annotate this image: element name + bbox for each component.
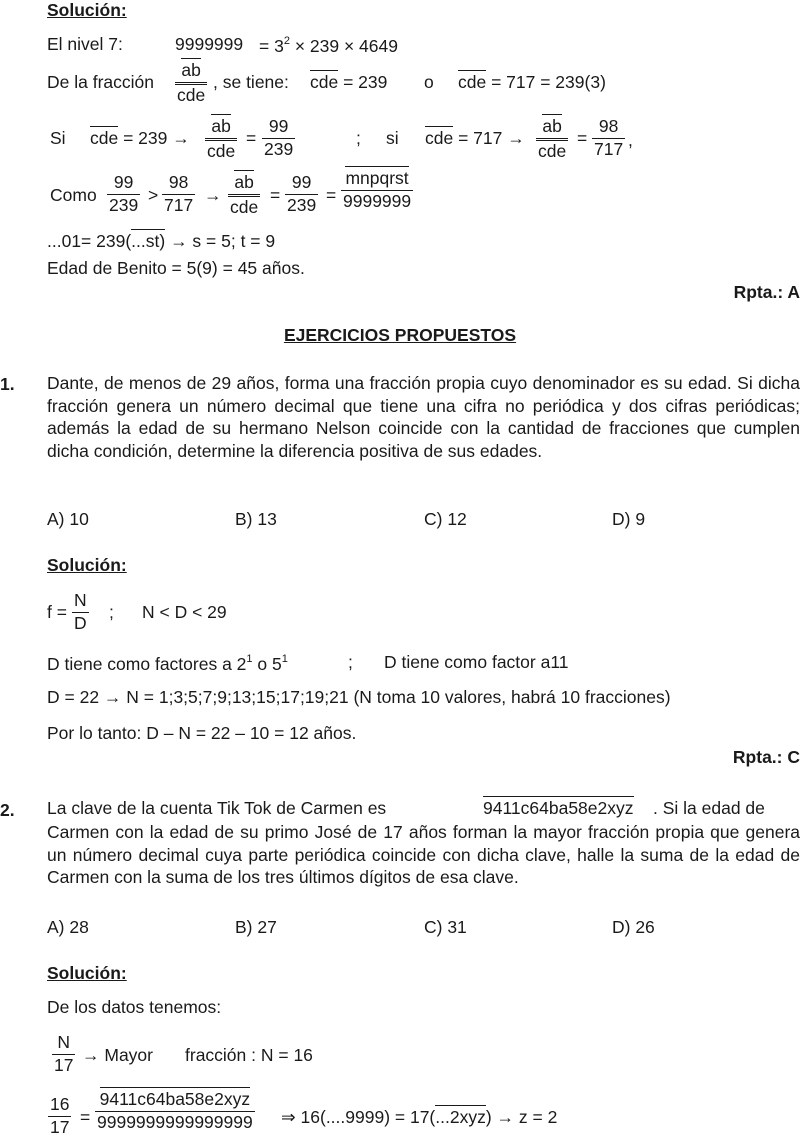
answer-a: Rpta.: A (733, 282, 800, 302)
inequality: N < D < 29 (142, 602, 227, 622)
fraction-98-717: 98 717 (164, 172, 194, 215)
fraction-ab-cde-4: ab cde (230, 172, 259, 217)
d22-line: D = 22 → N = 1;3;5;7;9;13;15;17;19;21 (N toma 10 valores, habrá 10 fracciones) (47, 687, 671, 707)
option-b: B) 13 (235, 509, 277, 529)
exercise-2-line1-end: . Si la edad de (653, 798, 765, 818)
fraction-16-17: 16 17 (50, 1094, 70, 1137)
eq-sign: = (577, 128, 588, 148)
fraction-99-239: 99 239 (264, 116, 294, 159)
fraction-ab-cde-3: ab cde (538, 116, 567, 161)
st-line: ...01= 239(...st) → s = 5; t = 9 (47, 231, 276, 251)
solution-heading: Solución: (47, 0, 127, 20)
semicolon: ; (109, 602, 114, 622)
fraction-ab-cde: ab cde (177, 60, 206, 105)
final-line: ⇒ 16(....9999) = 17(...2xyz) → z = 2 (281, 1107, 558, 1127)
conclusion: Por lo tanto: D – N = 22 – 10 = 12 años. (47, 723, 357, 743)
fraccion-n16: fracción : N = 16 (185, 1045, 313, 1065)
como-label: Como (50, 185, 97, 205)
option-b: B) 27 (235, 917, 277, 937)
answer-c: Rpta.: C (732, 747, 800, 767)
semicolon: ; (356, 128, 361, 148)
exercise-number: 2. (0, 800, 15, 820)
fraction-n-d: N D (74, 590, 87, 633)
option-c: C) 12 (424, 509, 467, 529)
si-label: Si (50, 128, 66, 148)
option-d: D) 26 (612, 917, 655, 937)
gt-sign: > (148, 185, 159, 205)
exercise-1-text: Dante, de menos de 29 años, forma una fracción propia cuyo denominador es su edad. Si dicha fracción genera un número decimal que tiene una cifra no periódica y dos cifras periódicas; además la edad de su hermano Nelson coincide con la cantidad de fracciones que cumplen dicha condición, determine la diferencia positiva de sus edades. (47, 373, 800, 461)
fraction-99-239: 99 239 (287, 172, 317, 215)
si2-label: si (386, 128, 399, 148)
fraction-mnpqrst: mnpqrst 9999999 (343, 168, 412, 211)
nivel-line: El nivel 7: 9999999 = $3^2 \times 239 \times 4649$ (47, 34, 398, 56)
factors-line: D tiene como factores a $2^1$ o $5^1$ (47, 653, 288, 674)
mayor-text: → Mayor (82, 1045, 153, 1065)
cde-717: cde = 717 = 239(3) (458, 72, 606, 92)
eq-sign: = (246, 128, 257, 148)
option-c: C) 31 (424, 917, 467, 937)
exercise-2-line1: La clave de la cuenta Tik Tok de Carmen es (47, 798, 387, 818)
exercise-2-text: Carmen con la edad de su primo José de 17 años forman la mayor fracción propia que genera un número decimal cuya parte periódica coincide con dicha clave, halle la suma de la edad de Carmen con la suma de los tres últimos dígitos de esa clave. (47, 822, 800, 887)
se-tiene: , se tiene: (213, 72, 289, 92)
clave: 9411c64ba58e2xyz (483, 798, 634, 818)
fraction-clave: 9411c64ba58e2xyz 9999999999999999 (97, 1089, 253, 1132)
solution-heading: Solución: (47, 555, 127, 575)
eq-sign: = (326, 185, 337, 205)
fraction-ab-cde-2: ab cde (207, 116, 236, 161)
si2-cde: cde = 717 → (425, 128, 525, 148)
comma: , (628, 130, 633, 150)
datos-text: De los datos tenemos: (47, 997, 222, 1017)
cde-239: cde = 239 (310, 72, 388, 92)
factor-a11: D tiene como factor a11 (384, 652, 569, 672)
edad-benito: Edad de Benito = 5(9) = 45 años. (47, 258, 305, 278)
fraction-n-17: N 17 (54, 1032, 74, 1075)
option-d: D) 9 (612, 509, 646, 529)
fraccion-text: De la fracción (47, 72, 154, 92)
exercise-number: 1. (0, 374, 15, 394)
eq-sign: = (80, 1107, 91, 1127)
si1-cde: cde = 239 → (90, 128, 190, 148)
fraction-99-239: 99 239 (109, 172, 139, 215)
option-a: A) 28 (47, 917, 89, 937)
solution-heading: Solución: (47, 963, 127, 983)
f-eq: f = (47, 602, 67, 622)
option-a: A) 10 (47, 509, 89, 529)
o-text: o (424, 72, 434, 92)
fraction-98-717: 98 717 (594, 116, 624, 159)
semicolon: ; (348, 652, 353, 672)
eq-sign: = (270, 185, 281, 205)
section-title: EJERCICIOS PROPUESTOS (283, 325, 517, 345)
arrow: → (204, 185, 222, 205)
